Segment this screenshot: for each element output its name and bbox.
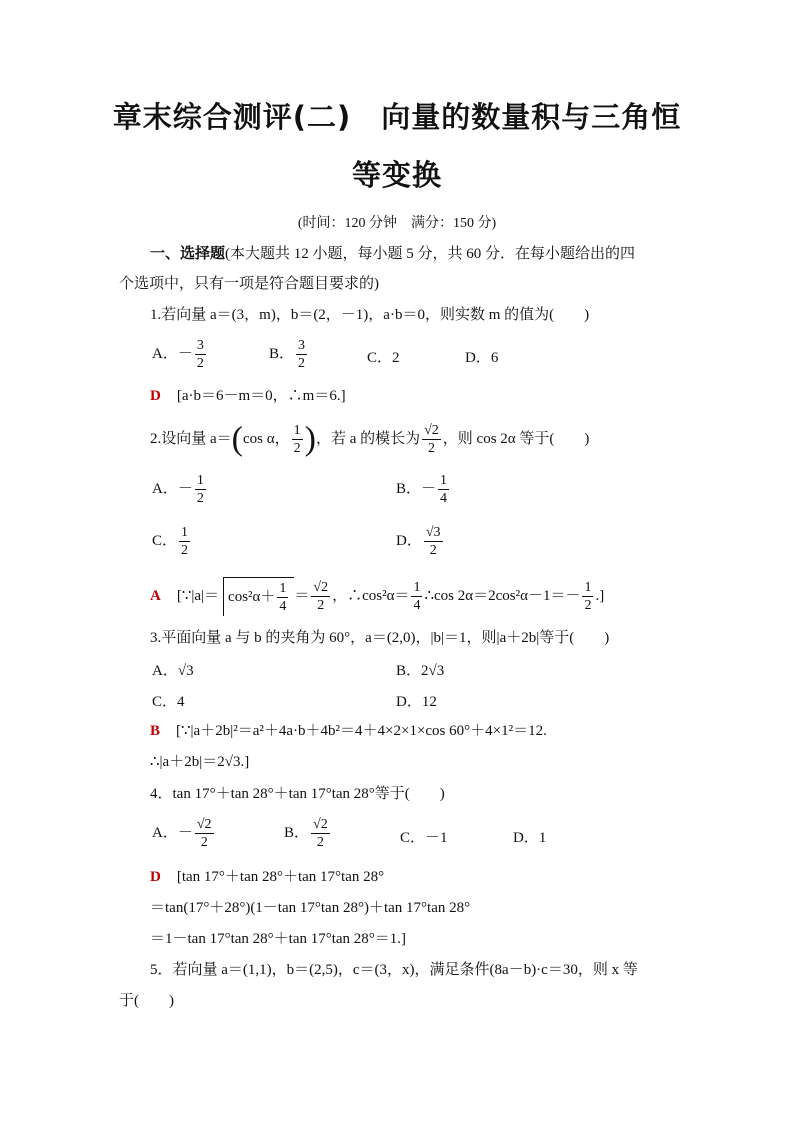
- fraction-numerator: √2: [313, 817, 328, 832]
- page-title-line1: 章末综合测评(二) 向量的数量积与三角恒: [112, 100, 682, 134]
- q1-option-a: [152, 337, 208, 372]
- fraction-denominator: 2: [429, 543, 437, 558]
- q2-solution-part-b: ，∴cos²α＝: [332, 588, 410, 604]
- page-title-line2: 等变换: [351, 158, 442, 192]
- q1-option-c: C．2: [367, 350, 400, 366]
- q1-option-b-label: B．: [269, 345, 295, 362]
- q3-option-c: C．4: [152, 694, 185, 710]
- q3-option-b: B．2√3: [396, 663, 445, 679]
- fraction-numerator: 1: [293, 423, 301, 439]
- q2-option-a: [152, 472, 208, 507]
- q2-solution-half: [582, 579, 593, 614]
- q2-stem-inner: cos α，: [243, 431, 290, 447]
- q2-solution-root-fraction: [311, 579, 330, 614]
- q4-solution-line1: [tan 17°＋tan 28°＋tan 17°tan 28°: [176, 869, 385, 885]
- q1-option-a-fraction: [195, 337, 206, 372]
- fraction-denominator: 2: [298, 356, 306, 371]
- left-paren: (: [231, 420, 243, 458]
- fraction-numerator: 1: [413, 580, 421, 596]
- q2-solution-end: .]: [595, 588, 605, 604]
- q2-option-c-label: C．: [152, 532, 178, 549]
- fraction-denominator: 2: [427, 441, 435, 457]
- q4-option-d: D．1: [513, 830, 547, 846]
- exam-meta: (时间：120 分钟 满分：150 分): [297, 216, 497, 231]
- q2-stem-part-a: 2.设向量 a＝: [150, 431, 232, 447]
- q2-stem-part-b: ，若 a 的模长为: [315, 431, 421, 447]
- q4-stem: 4．tan 17°＋tan 28°＋tan 17°tan 28°等于( ): [150, 786, 445, 802]
- q3-option-d: D．12: [396, 694, 437, 710]
- fraction-denominator: 2: [316, 835, 324, 850]
- q2-option-b-fraction: [438, 472, 449, 507]
- fraction-denominator: 4: [440, 491, 448, 506]
- q4-option-b-fraction: [311, 816, 330, 851]
- fraction-numerator: 1: [584, 580, 592, 596]
- q2-option-a-label: A．－: [152, 480, 193, 497]
- q3-option-a: A．√3: [152, 663, 194, 679]
- q4-solution: [150, 867, 384, 887]
- q2-stem-part-c: ，则 cos 2α 等于( ): [442, 431, 590, 447]
- q4-option-b-label: B．: [284, 824, 310, 841]
- q3-solution-line1: [∵|a＋2b|²＝a²＋4a·b＋4b²＝4＋4×2×1×cos 60°＋4×1²＝12.: [176, 723, 547, 739]
- q4-option-a-label: A．－: [152, 824, 193, 841]
- q5-stem-line1: 5．若向量 a＝(1,1)，b＝(2,5)，c＝(3，x)，满足条件(8a－b)·c＝30，则 x 等: [150, 962, 638, 978]
- q4-option-a-fraction: [195, 816, 214, 851]
- q3-stem: 3.平面向量 a 与 b 的夹角为 60°，a＝(2,0)，|b|＝1，则|a＋2b|等于( ): [150, 630, 610, 646]
- q2-option-d-fraction: [424, 524, 443, 559]
- fraction-denominator: 4: [413, 598, 421, 614]
- fraction-denominator: 2: [196, 491, 204, 506]
- q4-solution-line2: ＝tan(17°＋28°)(1－tan 17°tan 28°)＋tan 17°tan 28°: [150, 900, 471, 916]
- q2-option-d: [396, 524, 445, 559]
- q2-option-d-label: D．: [396, 532, 422, 549]
- q3-solution: [150, 721, 547, 741]
- q2-solution-part-a: [∵|a|＝: [176, 588, 220, 604]
- equals-sign: ＝: [294, 588, 310, 604]
- q2-option-c: [152, 524, 192, 559]
- q2-root-fraction: [422, 422, 441, 457]
- q3-answer-letter: B: [150, 723, 161, 739]
- right-paren: ): [304, 420, 316, 458]
- fraction-numerator: 3: [196, 338, 204, 353]
- q2-solution-quarter: [411, 579, 422, 614]
- radical-content: cos²α＋: [228, 589, 276, 606]
- fraction-numerator: 1: [196, 473, 204, 488]
- fraction-denominator: 2: [181, 543, 189, 558]
- q4-option-a: [152, 816, 216, 851]
- q4-answer-letter: D: [150, 869, 161, 885]
- fraction-numerator: √3: [425, 525, 441, 540]
- q4-option-c: C．－1: [400, 830, 448, 846]
- q1-option-d: D．6: [465, 350, 499, 366]
- fraction-numerator: 1: [440, 473, 448, 488]
- q2-half-fraction: [292, 422, 303, 457]
- q1-stem: 1.若向量 a＝(3，m)，b＝(2，－1)，a·b＝0，则实数 m 的值为( ): [150, 307, 590, 323]
- fraction-denominator: 2: [200, 835, 208, 850]
- q2-answer-letter: A: [150, 588, 161, 604]
- fraction-denominator: 2: [584, 598, 592, 614]
- fraction-numerator: √2: [424, 423, 439, 439]
- q1-solution: [150, 386, 346, 406]
- q1-answer-letter: D: [150, 388, 161, 404]
- q2-stem: [150, 420, 589, 459]
- q2-quarter-fraction: [277, 580, 288, 615]
- q2-solution: [150, 577, 604, 616]
- q1-option-b-fraction: [296, 337, 307, 372]
- fraction-denominator: 2: [293, 441, 301, 457]
- fraction-denominator: 2: [196, 356, 204, 371]
- q1-option-b: [269, 337, 309, 372]
- section-desc-1: (本大题共 12 小题，每小题 5 分，共 60 分．在每小题给出的四: [225, 246, 636, 262]
- q2-option-b-label: B．－: [396, 480, 437, 497]
- q1-option-a-label: A．－: [152, 345, 193, 362]
- fraction-numerator: 1: [279, 581, 287, 597]
- q3-solution-line2: ∴|a＋2b|＝2√3.]: [150, 754, 250, 770]
- section-title: 一、选择题: [150, 244, 226, 262]
- fraction-numerator: √2: [196, 817, 212, 832]
- fraction-denominator: 4: [279, 599, 287, 615]
- fraction-numerator: 1: [181, 525, 189, 540]
- q2-option-b: [396, 472, 451, 507]
- q1-solution-text: [a·b＝6－m＝0，∴m＝6.]: [176, 388, 346, 404]
- fraction-numerator: √2: [313, 580, 329, 596]
- q2-solution-part-c: ∴cos 2α＝2cos²α－1＝－: [424, 588, 581, 604]
- fraction-numerator: 3: [298, 338, 306, 353]
- fraction-denominator: 2: [317, 598, 325, 614]
- q2-solution-radical: [223, 577, 294, 616]
- section-header: [150, 243, 635, 264]
- section-desc-2: 个选项中，只有一项是符合题目要求的): [119, 276, 379, 292]
- q4-option-b: [284, 816, 332, 851]
- q2-option-a-fraction: [195, 472, 206, 507]
- q2-option-c-fraction: [179, 524, 190, 559]
- q4-solution-line3: ＝1－tan 17°tan 28°＋tan 17°tan 28°＝1.]: [150, 931, 407, 947]
- q5-stem-line2: 于( ): [119, 993, 174, 1009]
